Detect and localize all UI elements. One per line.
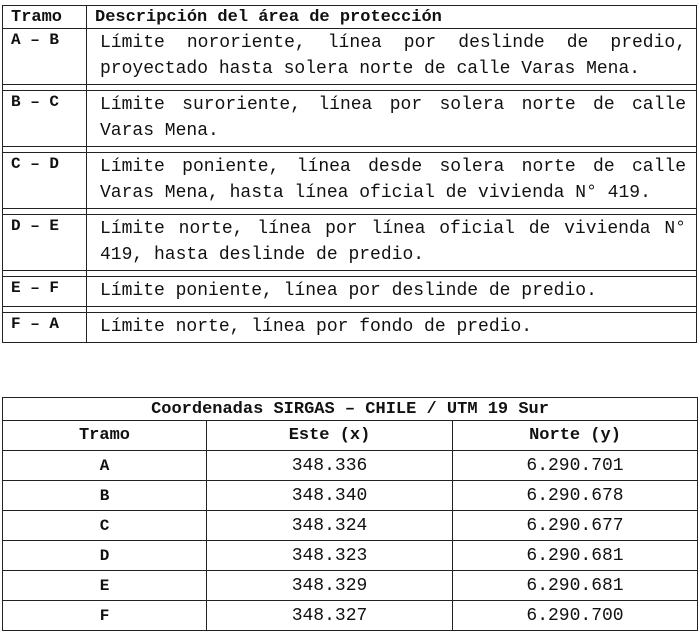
norte-cell: 6.290.700: [453, 601, 698, 631]
este-cell: 348.324: [207, 511, 453, 541]
tramo-header: Tramo: [3, 421, 207, 451]
coordinates-header-row: [3, 421, 698, 451]
coordinate-row: [3, 601, 698, 631]
protection-row: [3, 91, 697, 147]
protection-row: [3, 29, 697, 85]
norte-cell: 6.290.677: [453, 511, 698, 541]
coordinate-row: [3, 511, 698, 541]
norte-cell: 6.290.678: [453, 481, 698, 511]
coordinate-row: [3, 541, 698, 571]
coordinate-row: [3, 571, 698, 601]
tramo-cell: B – C: [3, 91, 87, 147]
tramo-cell: E – F: [3, 277, 87, 307]
norte-cell: 6.290.681: [453, 541, 698, 571]
tramo-cell: C: [3, 511, 207, 541]
este-cell: 348.329: [207, 571, 453, 601]
description-cell: Límite nororiente, línea por deslinde de predio, proyectado hasta solera norte de calle Varas Mena.: [87, 29, 697, 85]
protection-area-table: [2, 5, 697, 343]
coordinates-table: [2, 397, 698, 631]
tramo-header: Tramo: [3, 6, 87, 29]
coordinates-title-row: [3, 398, 698, 421]
protection-row: [3, 313, 697, 343]
tramo-cell: D – E: [3, 215, 87, 271]
este-cell: 348.327: [207, 601, 453, 631]
description-cell: Límite norte, línea por línea oficial de vivienda N° 419, hasta deslinde de predio.: [87, 215, 697, 271]
tramo-cell: F: [3, 601, 207, 631]
tramo-cell: D: [3, 541, 207, 571]
tramo-cell: B: [3, 481, 207, 511]
tramo-cell: E: [3, 571, 207, 601]
tramo-cell: A: [3, 451, 207, 481]
tramo-cell: F – A: [3, 313, 87, 343]
description-cell: Límite norte, línea por fondo de predio.: [87, 313, 697, 343]
este-cell: 348.340: [207, 481, 453, 511]
este-cell: 348.323: [207, 541, 453, 571]
norte-cell: 6.290.681: [453, 571, 698, 601]
protection-row: [3, 153, 697, 209]
norte-cell: 6.290.701: [453, 451, 698, 481]
coordinate-row: [3, 481, 698, 511]
description-cell: Límite poniente, línea desde solera norte de calle Varas Mena, hasta línea oficial de vivienda N° 419.: [87, 153, 697, 209]
coordinate-row: [3, 451, 698, 481]
description-header: Descripción del área de protección: [87, 6, 697, 29]
description-cell: Límite suroriente, línea por solera norte de calle Varas Mena.: [87, 91, 697, 147]
protection-row: [3, 277, 697, 307]
este-header: Este (x): [207, 421, 453, 451]
description-cell: Límite poniente, línea por deslinde de predio.: [87, 277, 697, 307]
protection-header-row: [3, 6, 697, 29]
tramo-cell: A – B: [3, 29, 87, 85]
este-cell: 348.336: [207, 451, 453, 481]
coordinates-title: Coordenadas SIRGAS – CHILE / UTM 19 Sur: [3, 398, 698, 421]
tramo-cell: C – D: [3, 153, 87, 209]
norte-header: Norte (y): [453, 421, 698, 451]
protection-row: [3, 215, 697, 271]
